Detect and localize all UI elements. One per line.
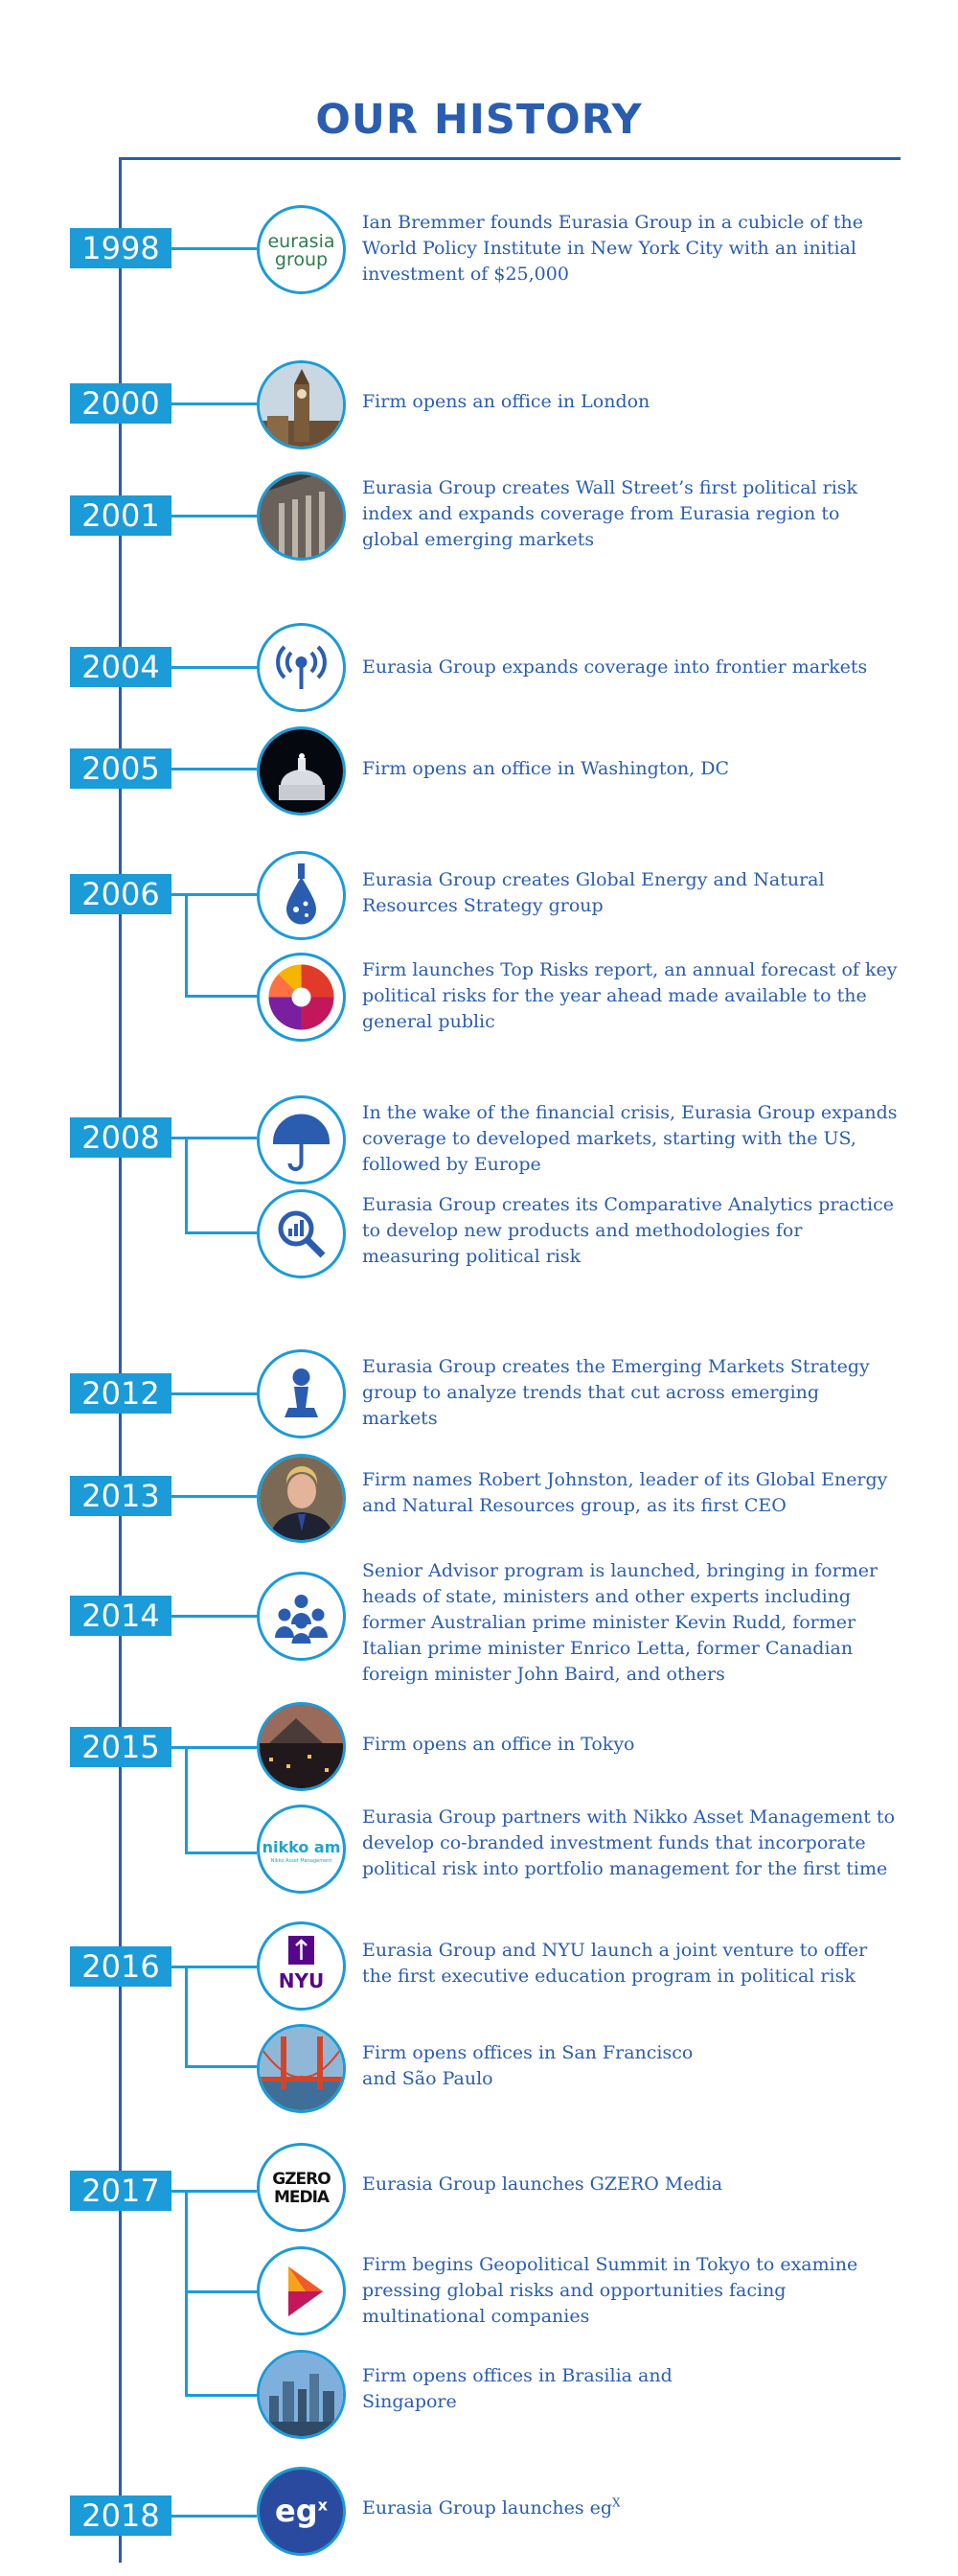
year-2012: 2012 bbox=[70, 1373, 171, 1414]
skyline-photo-icon bbox=[257, 2350, 346, 2439]
year-2013: 2013 bbox=[70, 1476, 171, 1516]
eurasia-group-logo-icon bbox=[257, 205, 346, 294]
branch-connector bbox=[185, 1231, 257, 1234]
year-2001: 2001 bbox=[70, 495, 171, 536]
event-text: Firm opens an office in Tokyo bbox=[362, 1734, 635, 1755]
event-text: Senior Advisor program is launched, bringing in former heads of state, ministers and other experts including former Australian prime minister Kevin Rudd, former Italian prime minister Enrico Letta, former Canadian foreign minister John Baird, and others bbox=[362, 1560, 878, 1685]
connector bbox=[171, 2515, 257, 2518]
tokyo-photo-icon bbox=[257, 1702, 346, 1791]
nyu-logo-icon bbox=[257, 1921, 346, 2011]
connector bbox=[171, 247, 257, 250]
capitol-photo-icon bbox=[257, 726, 346, 816]
branch-connector bbox=[185, 1746, 188, 1853]
year-2008: 2008 bbox=[70, 1117, 171, 1158]
golden-gate-photo-icon bbox=[257, 2024, 346, 2113]
year-2006: 2006 bbox=[70, 874, 171, 914]
gzero-logo-icon bbox=[257, 2143, 346, 2232]
year-2000: 2000 bbox=[70, 383, 171, 424]
event-text: Eurasia Group creates Wall Street’s first political risk index and expands coverage from Eurasia region to global emerging markets bbox=[362, 477, 858, 550]
event-text: Eurasia Group creates Global Energy and Natural Resources Strategy group bbox=[362, 869, 825, 916]
event-text: Firm opens an office in Washington, DC bbox=[362, 758, 729, 779]
event-text: Firm begins Geopolitical Summit in Tokyo to examine pressing global risks and opportunities facing multinational companies bbox=[362, 2254, 858, 2327]
portrait-photo-icon bbox=[257, 1454, 346, 1543]
event-text: Ian Bremmer founds Eurasia Group in a cubicle of the World Policy Institute in New York City with an initial investment of $25,000 bbox=[362, 212, 864, 285]
year-2015: 2015 bbox=[70, 1727, 171, 1767]
year-2005: 2005 bbox=[70, 748, 171, 789]
analytics-magnifier-icon bbox=[257, 1189, 346, 1278]
gzero-logo-top: GZERO bbox=[272, 2170, 331, 2189]
umbrella-icon bbox=[257, 1095, 346, 1184]
event-text: Eurasia Group launches $eg^X$ bbox=[362, 2496, 621, 2518]
connector bbox=[171, 768, 257, 770]
event-text: Firm launches Top Risks report, an annual forecast of key political risks for the year ahead made available to the general public bbox=[362, 959, 898, 1032]
branch-connector bbox=[185, 2190, 188, 2397]
egx-logo-icon bbox=[257, 2467, 346, 2556]
branch-connector bbox=[185, 2290, 257, 2293]
chess-pawn-icon bbox=[257, 1349, 346, 1438]
connector bbox=[171, 1392, 257, 1395]
branch-connector bbox=[185, 2065, 257, 2068]
nikko-logo-sub: Nikko Asset Management bbox=[270, 1858, 332, 1864]
page-title: OUR HISTORY bbox=[315, 96, 643, 144]
event-text: In the wake of the financial crisis, Eurasia Group expands coverage to developed markets, starting with the US, followed by Europe bbox=[362, 1102, 898, 1175]
top-rule bbox=[119, 157, 901, 160]
branch-connector bbox=[185, 1852, 257, 1854]
event-text: Eurasia Group launches GZERO Media bbox=[362, 2174, 723, 2195]
energy-drop-icon bbox=[257, 851, 346, 940]
event-text: Firm opens offices in San Francisco and São Paulo bbox=[362, 2042, 694, 2089]
event-text: Eurasia Group and NYU launch a joint venture to offer the first executive education program in political risk bbox=[362, 1940, 868, 1987]
event-text: Eurasia Group creates the Emerging Markets Strategy group to analyze trends that cut across emerging markets bbox=[362, 1356, 870, 1429]
event-text: Firm opens an office in London bbox=[362, 391, 650, 412]
connector bbox=[171, 1615, 257, 1618]
big-ben-photo-icon bbox=[257, 360, 346, 449]
wall-street-photo-icon bbox=[257, 472, 346, 561]
connector bbox=[171, 666, 257, 669]
nikko-logo-icon bbox=[257, 1805, 346, 1894]
event-text: Firm opens offices in Brasilia and Singapore bbox=[362, 2365, 673, 2412]
connector bbox=[171, 515, 257, 518]
top-risks-wheel-icon bbox=[257, 953, 346, 1042]
event-text: Eurasia Group partners with Nikko Asset Management to develop co-branded investment funds that incorporate political risk into portfolio management for the first time bbox=[362, 1806, 896, 1879]
year-2014: 2014 bbox=[70, 1596, 171, 1636]
summit-play-icon bbox=[257, 2246, 346, 2335]
year-2016: 2016 bbox=[70, 1946, 171, 1987]
year-2017: 2017 bbox=[70, 2171, 171, 2211]
branch-connector bbox=[185, 2394, 257, 2397]
branch-connector bbox=[185, 1137, 188, 1234]
year-2018: 2018 bbox=[70, 2496, 171, 2536]
logo-group-word: group bbox=[274, 249, 329, 270]
nyu-logo-word: NYU bbox=[278, 1969, 325, 1992]
event-text: Eurasia Group creates its Comparative Analytics practice to develop new products and methodologies for measuring political risk bbox=[362, 1194, 894, 1267]
egx-logo-word: $eg^x$ bbox=[275, 2493, 328, 2529]
branch-connector bbox=[185, 893, 188, 997]
event-text: Firm names Robert Johnston, leader of its Global Energy and Natural Resources group, as its first CEO bbox=[362, 1469, 888, 1516]
people-group-icon bbox=[257, 1572, 346, 1661]
nikko-logo-word: nikko am bbox=[262, 1838, 341, 1856]
connector bbox=[171, 1495, 257, 1498]
branch-connector bbox=[185, 995, 257, 998]
gzero-logo-bottom: MEDIA bbox=[273, 2188, 330, 2207]
year-1998: 1998 bbox=[70, 228, 171, 268]
year-2004: 2004 bbox=[70, 647, 171, 687]
antenna-icon bbox=[257, 623, 346, 712]
logo-eurasia-word: eurasia bbox=[267, 231, 335, 252]
branch-connector bbox=[185, 1966, 188, 2067]
connector bbox=[171, 402, 257, 405]
event-text: Eurasia Group expands coverage into frontier markets bbox=[362, 656, 868, 678]
